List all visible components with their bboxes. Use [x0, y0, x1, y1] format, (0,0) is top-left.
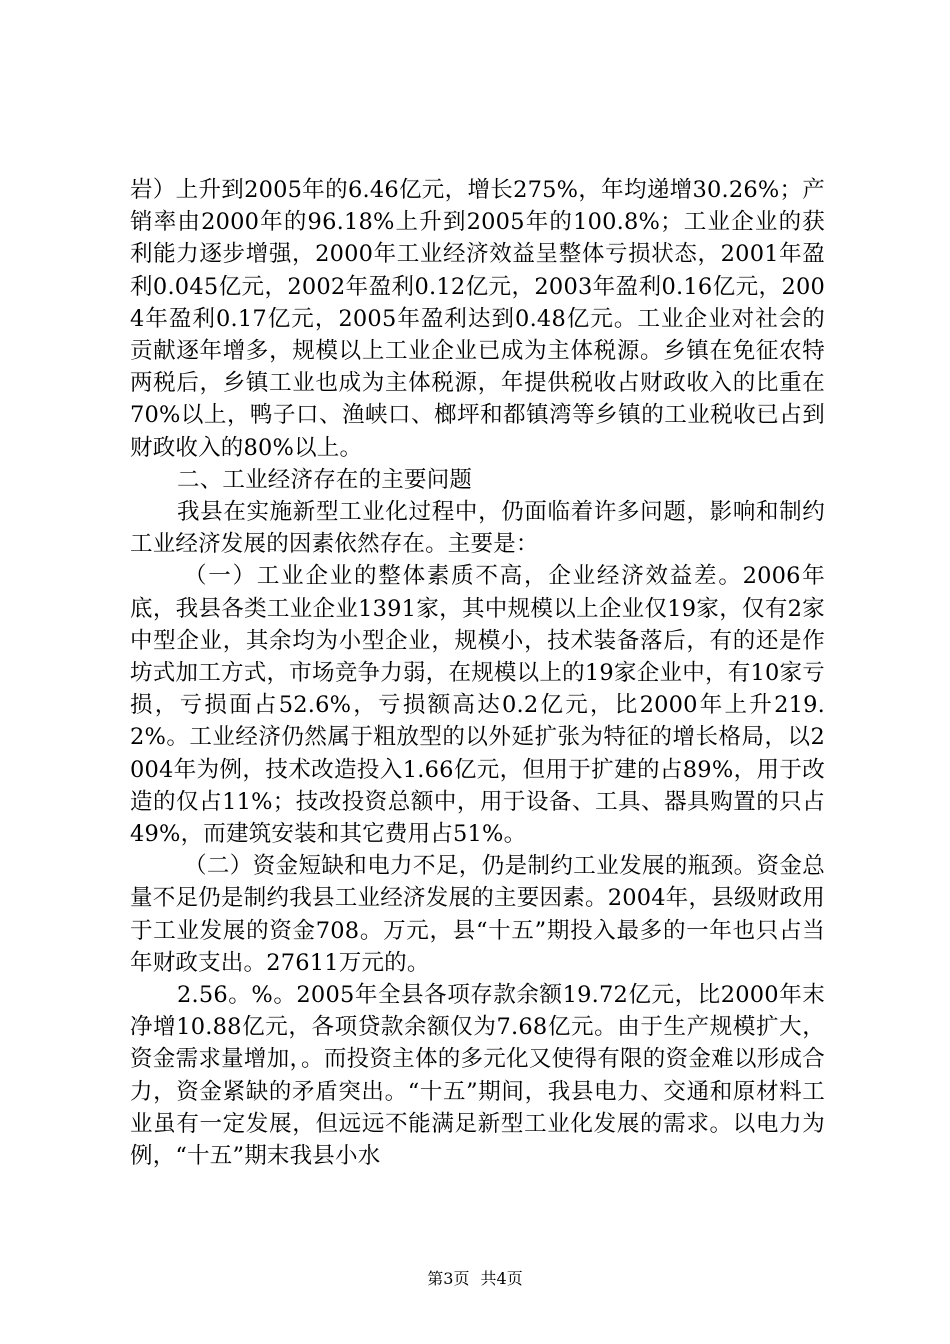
paragraph-problem-two: （二）资金短缺和电力不足，仍是制约工业发展的瓶颈。资金总量不足仍是制约我县工业经济发展的主要因素。2004年，县级财政用于工业发展的资金708。万元，县“十五”期投入最多的一年也只占当年财政支出。27611万元的。 — [130, 853, 825, 976]
page-footer — [0, 1269, 950, 1289]
section-heading: 二、工业经济存在的主要问题 — [177, 466, 473, 493]
paragraph-intro: 我县在实施新型工业化过程中，仍面临着许多问题，影响和制约工业经济发展的因素依然存在。主要是： — [130, 499, 825, 558]
page-total: 共4页 — [480, 1269, 523, 1288]
paragraph-problem-one: （一）工业企业的整体素质不高，企业经济效益差。2006年底，我县各类工业企业1391家，其中规模以上企业仅19家，仅有2家中型企业，其余均为小型企业，规模小，技术装备落后，有的还是作坊式加工方式，市场竞争力弱，在规模以上的19家企业中，有10家亏损，亏损面占52.6%，亏损额高达0.2亿元，比2000年上升219.2%。工业经济仍然属于粗放型的以外延扩张为特征的增长格局，以2004年为例，技术改造投入1.66亿元，但用于扩建的占89%，用于改造的仅占11%；技改投资总额中，用于设备、工具、器具购置的只占49%，而建筑安装和其它费用占51%。 — [130, 563, 825, 848]
paragraph-funding: 2.56。%。2005年全县各项存款余额19.72亿元，比2000年末净增10.88亿元，各项贷款余额仅为7.68亿元。由于生产规模扩大，资金需求量增加，。而投资主体的多元化又使得有限的资金难以形成合力，资金紧缺的矛盾突出。“十五”期间，我县电力、交通和原材料工业虽有一定发展，但远远不能满足新型工业化发展的需求。以电力为例，“十五”期末我县小水 — [130, 982, 825, 1170]
paragraph-results: 岩）上升到2005年的6.46亿元，增长275%，年均递增30.26%；产销率由2000年的96.18%上升到2005年的100.8%；工业企业的获利能力逐步增强，2000年工业经济效益呈整体亏损状态，2001年盈利0.045亿元，2002年盈利0.12亿元，2003年盈利0.16亿元，2004年盈利0.17亿元，2005年盈利达到0.48亿元。工业企业对社会的贡献逐年增多，规模以上工业企业已成为主体税源。乡镇在免征农特两税后，乡镇工业也成为主体税源，年提供税收占财政收入的比重在70%以上，鸭子口、渔峡口、榔坪和都镇湾等乡镇的工业税收已占到财政收入的80%以上。 — [130, 177, 825, 461]
document-body — [130, 174, 825, 1172]
page-number: 第3页 — [427, 1269, 470, 1288]
